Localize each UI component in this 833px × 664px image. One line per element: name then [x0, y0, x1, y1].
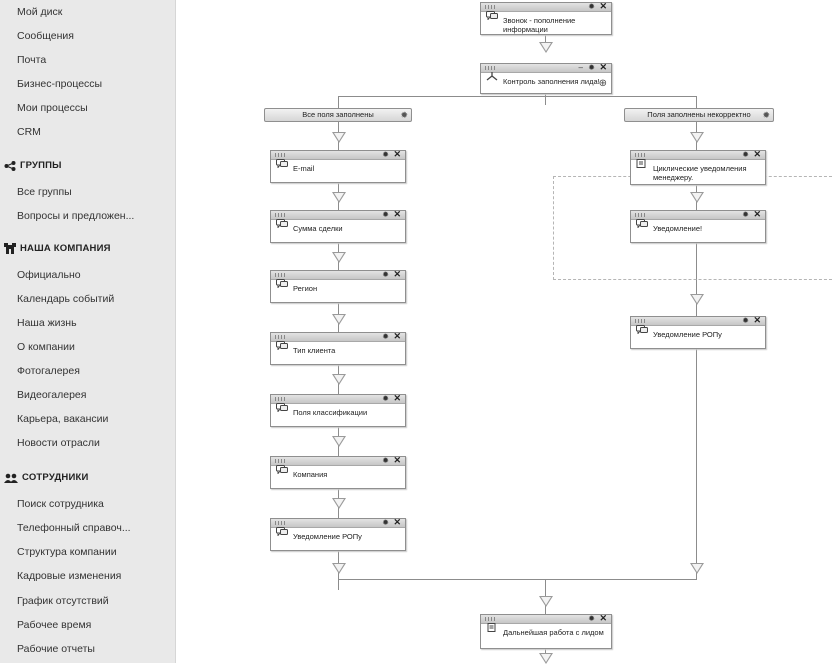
- close-icon[interactable]: ✕: [393, 209, 401, 219]
- activity-block-final[interactable]: [480, 614, 612, 649]
- close-icon[interactable]: ✕: [599, 62, 607, 72]
- workflow-canvas: [175, 0, 833, 663]
- sidebar-item-messages[interactable]: Сообщения: [17, 30, 74, 42]
- activity-block-notify-head-right[interactable]: [630, 316, 766, 349]
- drag-grip-icon[interactable]: [275, 273, 285, 277]
- arrow-down-icon: [332, 132, 346, 143]
- gear-icon[interactable]: ✹: [588, 2, 595, 11]
- sidebar-item-work-time[interactable]: Рабочее время: [17, 619, 92, 631]
- close-icon[interactable]: ✕: [753, 315, 761, 325]
- drag-grip-icon[interactable]: [485, 5, 495, 9]
- sidebar: [0, 0, 176, 663]
- activity-block-cyclic-notify[interactable]: [630, 150, 766, 185]
- drag-grip-icon[interactable]: [635, 153, 645, 157]
- arrow-down-icon: [332, 192, 346, 203]
- close-icon[interactable]: ✕: [753, 149, 761, 159]
- block-label: Контроль заполнения лида!: [503, 77, 600, 86]
- gear-icon[interactable]: ✹: [588, 614, 595, 623]
- sidebar-item-about[interactable]: О компании: [17, 341, 75, 353]
- gear-icon[interactable]: ✹: [742, 210, 749, 219]
- sidebar-item-calendar[interactable]: Календарь событий: [17, 293, 115, 305]
- arrow-down-icon: [539, 596, 553, 607]
- arrow-down-icon: [690, 132, 704, 143]
- sidebar-item-structure[interactable]: Структура компании: [17, 546, 117, 558]
- block-titlebar: [271, 457, 405, 466]
- connector: [338, 96, 339, 108]
- building-icon: [4, 243, 16, 254]
- close-icon[interactable]: ✕: [753, 209, 761, 219]
- close-icon[interactable]: ✕: [393, 149, 401, 159]
- block-titlebar: [481, 615, 611, 624]
- connector: [338, 579, 696, 580]
- block-titlebar: [631, 151, 765, 160]
- gear-icon[interactable]: ✹: [382, 150, 389, 159]
- people-icon: [4, 473, 18, 483]
- arrow-down-icon: [332, 436, 346, 447]
- block-titlebar: [271, 333, 405, 342]
- activity-block-control[interactable]: [480, 63, 612, 94]
- activity-block-start[interactable]: [480, 2, 612, 35]
- arrow-down-icon: [690, 563, 704, 574]
- gear-icon[interactable]: ✹: [382, 394, 389, 403]
- block-label: Уведомление!: [653, 224, 703, 233]
- activity-block-client-type[interactable]: [270, 332, 406, 365]
- close-icon[interactable]: ✕: [393, 455, 401, 465]
- gear-icon[interactable]: ✹: [742, 150, 749, 159]
- section-company-title: НАША КОМПАНИЯ: [20, 243, 111, 254]
- gear-icon[interactable]: ✹: [382, 210, 389, 219]
- sidebar-item-crm[interactable]: CRM: [17, 126, 41, 138]
- drag-grip-icon[interactable]: [275, 459, 285, 463]
- sidebar-item-photos[interactable]: Фотогалерея: [17, 365, 80, 377]
- sidebar-item-employee-search[interactable]: Поиск сотрудника: [17, 498, 104, 510]
- block-label: Тип клиента: [293, 346, 336, 355]
- block-label: Циклические уведомления менеджеру.: [653, 164, 747, 182]
- arrow-down-icon: [690, 294, 704, 305]
- activity-block-company[interactable]: [270, 456, 406, 489]
- sidebar-item-my-disk[interactable]: Мой диск: [17, 6, 63, 18]
- sidebar-item-questions[interactable]: Вопросы и предложен...: [17, 210, 135, 222]
- block-label: Уведомление РОПу: [293, 532, 362, 541]
- arrow-down-icon: [690, 192, 704, 203]
- block-label: Дальнейшая работа с лидом: [503, 628, 604, 637]
- close-icon[interactable]: ✕: [393, 393, 401, 403]
- branch-left-label: Все поля заполнены: [302, 110, 374, 119]
- sidebar-item-all-groups[interactable]: Все группы: [17, 186, 72, 198]
- branch-right-header[interactable]: [624, 108, 774, 122]
- gear-icon[interactable]: ✹: [588, 63, 595, 72]
- arrow-down-icon: [332, 563, 346, 574]
- connector: [338, 96, 696, 97]
- sidebar-item-careers[interactable]: Карьера, вакансии: [17, 413, 109, 425]
- sidebar-item-mail[interactable]: Почта: [17, 54, 47, 66]
- section-groups-header[interactable]: [4, 160, 62, 171]
- gear-icon[interactable]: ✹: [762, 110, 770, 120]
- arrow-down-icon: [539, 42, 553, 53]
- block-titlebar: [271, 151, 405, 160]
- block-titlebar: [481, 3, 611, 12]
- share-icon: [4, 161, 16, 171]
- block-label: Поля классификации: [293, 408, 368, 417]
- block-titlebar: [631, 317, 765, 326]
- connector: [696, 96, 697, 108]
- activity-block-email[interactable]: [270, 150, 406, 183]
- block-titlebar: [271, 395, 405, 404]
- block-titlebar: [631, 211, 765, 220]
- gear-icon[interactable]: ✹: [742, 316, 749, 325]
- arrow-down-icon: [332, 252, 346, 263]
- section-employees-title: СОТРУДНИКИ: [22, 472, 89, 483]
- block-titlebar: [271, 271, 405, 280]
- arrow-down-icon: [539, 653, 553, 664]
- section-company-header[interactable]: [4, 243, 111, 254]
- sidebar-item-news[interactable]: Новости отрасли: [17, 437, 100, 449]
- section-groups-title: ГРУППЫ: [20, 160, 62, 171]
- activity-block-region[interactable]: [270, 270, 406, 303]
- arrow-down-icon: [332, 374, 346, 385]
- drag-grip-icon[interactable]: [635, 319, 645, 323]
- block-label: E-mail: [293, 164, 315, 173]
- section-employees-header[interactable]: [4, 472, 89, 483]
- sidebar-item-our-life[interactable]: Наша жизнь: [17, 317, 77, 329]
- sidebar-item-official[interactable]: Официально: [17, 269, 81, 281]
- sidebar-item-hr-changes[interactable]: Кадровые изменения: [17, 570, 122, 582]
- sidebar-item-absences[interactable]: График отсутствий: [17, 595, 109, 607]
- close-icon[interactable]: ✕: [599, 613, 607, 623]
- drag-grip-icon[interactable]: [485, 617, 495, 621]
- close-icon[interactable]: ✕: [393, 517, 401, 527]
- block-titlebar: [271, 211, 405, 220]
- arrow-down-icon: [332, 498, 346, 509]
- block-label: Звонок - пополнение информации: [503, 16, 576, 34]
- activity-block-notify-head-left[interactable]: [270, 518, 406, 551]
- block-titlebar: [271, 519, 405, 528]
- block-label: Компания: [293, 470, 328, 479]
- activity-block-deal-sum[interactable]: [270, 210, 406, 243]
- branch-right-label: Поля заполнены некорректно: [647, 110, 751, 119]
- gear-icon[interactable]: ✹: [382, 332, 389, 341]
- block-label: Уведомление РОПу: [653, 330, 722, 339]
- sidebar-item-videos[interactable]: Видеогалерея: [17, 389, 87, 401]
- block-label: Сумма сделки: [293, 224, 343, 233]
- add-branch-icon[interactable]: ⊕: [598, 78, 607, 89]
- drag-grip-icon[interactable]: [485, 66, 495, 70]
- minimize-icon[interactable]: –: [578, 63, 583, 72]
- drag-grip-icon[interactable]: [275, 521, 285, 525]
- sidebar-item-work-reports[interactable]: Рабочие отчеты: [17, 643, 95, 655]
- drag-grip-icon[interactable]: [275, 397, 285, 401]
- close-icon[interactable]: ✕: [599, 1, 607, 11]
- sidebar-item-phonebook[interactable]: Телефонный справоч...: [17, 522, 131, 534]
- gear-icon[interactable]: ✹: [382, 456, 389, 465]
- close-icon[interactable]: ✕: [393, 331, 401, 341]
- sidebar-item-business-processes[interactable]: Бизнес-процессы: [17, 78, 103, 90]
- gear-icon[interactable]: ✹: [382, 518, 389, 527]
- gear-icon[interactable]: ✹: [400, 110, 408, 120]
- branch-left-header[interactable]: [264, 108, 412, 122]
- close-icon[interactable]: ✕: [393, 269, 401, 279]
- arrow-down-icon: [332, 314, 346, 325]
- block-label: Регион: [293, 284, 318, 293]
- activity-block-notification[interactable]: [630, 210, 766, 243]
- drag-grip-icon[interactable]: [275, 213, 285, 217]
- drag-grip-icon[interactable]: [275, 153, 285, 157]
- drag-grip-icon[interactable]: [635, 213, 645, 217]
- activity-block-classification[interactable]: [270, 394, 406, 427]
- sidebar-item-my-processes[interactable]: Мои процессы: [17, 102, 88, 114]
- drag-grip-icon[interactable]: [275, 335, 285, 339]
- gear-icon[interactable]: ✹: [382, 270, 389, 279]
- block-titlebar: [481, 64, 611, 73]
